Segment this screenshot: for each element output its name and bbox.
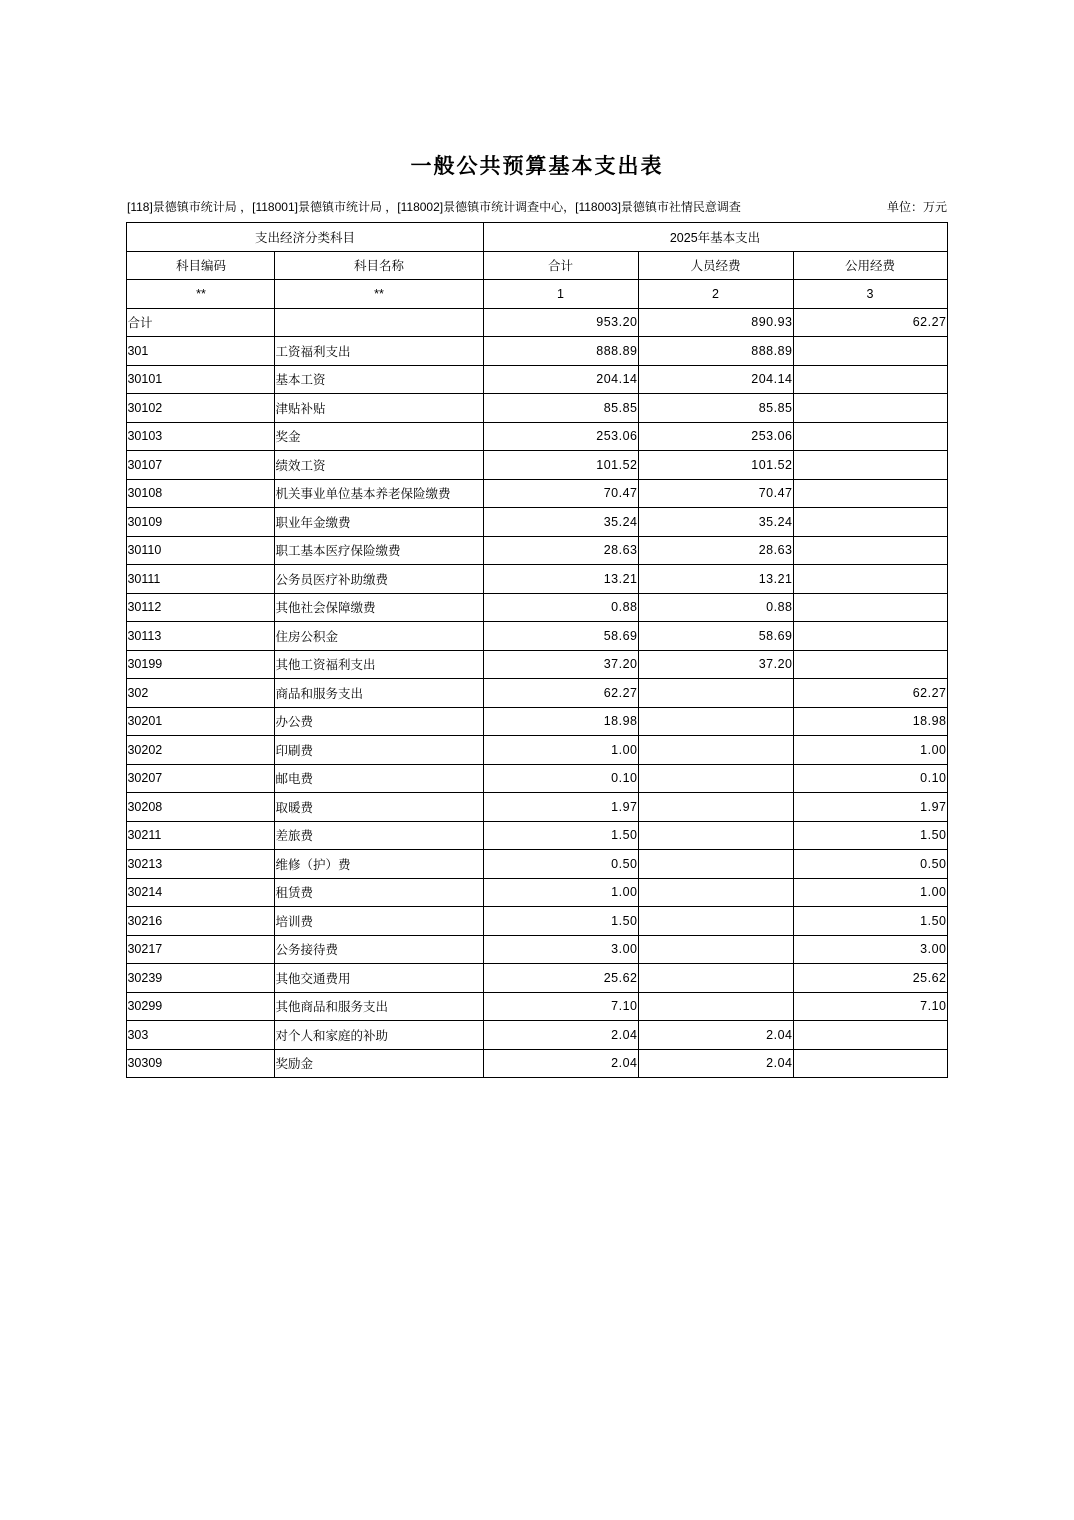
- cell-public: [793, 394, 947, 423]
- column-header-public: 公用经费: [793, 251, 947, 280]
- cell-person: [638, 707, 793, 736]
- cell-person: [638, 850, 793, 879]
- column-number-name: **: [275, 280, 483, 309]
- table-column-number-row: [127, 280, 947, 309]
- group-header-left: 支出经济分类科目: [127, 223, 483, 252]
- cell-total: 7.10: [483, 992, 638, 1021]
- cell-public: [793, 650, 947, 679]
- cell-total: 1.00: [483, 878, 638, 907]
- table-row: [127, 394, 947, 423]
- table-row: [127, 365, 947, 394]
- cell-person: 2.04: [638, 1049, 793, 1078]
- cell-name: 其他交通费用: [275, 964, 483, 993]
- cell-public: 0.50: [793, 850, 947, 879]
- cell-total: 253.06: [483, 422, 638, 451]
- cell-code: 30214: [127, 878, 275, 907]
- cell-public: 18.98: [793, 707, 947, 736]
- table-row: [127, 479, 947, 508]
- table-row: [127, 992, 947, 1021]
- cell-name: [275, 308, 483, 337]
- column-header-code: 科目编码: [127, 251, 275, 280]
- cell-name: 印刷费: [275, 736, 483, 765]
- cell-total: 18.98: [483, 707, 638, 736]
- table-row: [127, 508, 947, 537]
- cell-total: 2.04: [483, 1049, 638, 1078]
- table-row: [127, 964, 947, 993]
- page-title: 一般公共预算基本支出表: [410, 154, 664, 178]
- cell-total: 0.50: [483, 850, 638, 879]
- cell-person: 0.88: [638, 593, 793, 622]
- cell-name: 差旅费: [275, 821, 483, 850]
- cell-name: 邮电费: [275, 764, 483, 793]
- column-number-total: 1: [483, 280, 638, 309]
- table-row: [127, 565, 947, 594]
- table-row: [127, 878, 947, 907]
- group-header-right: 2025年基本支出: [483, 223, 947, 252]
- table-row: [127, 1021, 947, 1050]
- cell-code: 30103: [127, 422, 275, 451]
- cell-total: 888.89: [483, 337, 638, 366]
- cell-public: 1.00: [793, 736, 947, 765]
- cell-person: 253.06: [638, 422, 793, 451]
- cell-total: 58.69: [483, 622, 638, 651]
- units-label: 单位：万元: [886, 200, 947, 214]
- cell-code: 30309: [127, 1049, 275, 1078]
- cell-total: 3.00: [483, 935, 638, 964]
- cell-code: 30102: [127, 394, 275, 423]
- cell-person: 58.69: [638, 622, 793, 651]
- cell-code: 302: [127, 679, 275, 708]
- cell-person: 2.04: [638, 1021, 793, 1050]
- cell-code: 30217: [127, 935, 275, 964]
- cell-public: 1.50: [793, 821, 947, 850]
- cell-person: [638, 935, 793, 964]
- cell-person: 70.47: [638, 479, 793, 508]
- cell-total: 0.10: [483, 764, 638, 793]
- cell-name: 办公费: [275, 707, 483, 736]
- column-header-name: 科目名称: [275, 251, 483, 280]
- cell-total: 37.20: [483, 650, 638, 679]
- table-row: [127, 679, 947, 708]
- table-row: [127, 935, 947, 964]
- cell-public: 62.27: [793, 308, 947, 337]
- cell-total: 953.20: [483, 308, 638, 337]
- table-row: [127, 850, 947, 879]
- cell-public: [793, 451, 947, 480]
- cell-name: 取暖费: [275, 793, 483, 822]
- cell-name: 公务接待费: [275, 935, 483, 964]
- cell-name: 津贴补贴: [275, 394, 483, 423]
- cell-public: 1.97: [793, 793, 947, 822]
- cell-public: 0.10: [793, 764, 947, 793]
- cell-public: [793, 565, 947, 594]
- cell-total: 1.50: [483, 907, 638, 936]
- cell-person: 204.14: [638, 365, 793, 394]
- cell-code: 合计: [127, 308, 275, 337]
- cell-person: 37.20: [638, 650, 793, 679]
- cell-person: 888.89: [638, 337, 793, 366]
- cell-code: 30213: [127, 850, 275, 879]
- cell-name: 奖金: [275, 422, 483, 451]
- cell-code: 30107: [127, 451, 275, 480]
- cell-public: [793, 1049, 947, 1078]
- cell-code: 30110: [127, 536, 275, 565]
- cell-total: 25.62: [483, 964, 638, 993]
- cell-total: 1.00: [483, 736, 638, 765]
- table-row: [127, 736, 947, 765]
- cell-code: 30199: [127, 650, 275, 679]
- cell-total: 0.88: [483, 593, 638, 622]
- cell-person: [638, 907, 793, 936]
- cell-public: 1.50: [793, 907, 947, 936]
- cell-public: [793, 508, 947, 537]
- table-row: [127, 1049, 947, 1078]
- cell-code: 30111: [127, 565, 275, 594]
- cell-name: 其他社会保障缴费: [275, 593, 483, 622]
- cell-code: 30113: [127, 622, 275, 651]
- cell-person: [638, 679, 793, 708]
- cell-total: 204.14: [483, 365, 638, 394]
- cell-code: 30299: [127, 992, 275, 1021]
- cell-public: [793, 365, 947, 394]
- cell-total: 1.50: [483, 821, 638, 850]
- cell-code: 30216: [127, 907, 275, 936]
- column-number-personnel: 2: [638, 280, 793, 309]
- cell-public: 1.00: [793, 878, 947, 907]
- column-header-total: 合计: [483, 251, 638, 280]
- cell-public: 62.27: [793, 679, 947, 708]
- cell-name: 维修（护）费: [275, 850, 483, 879]
- cell-name: 其他商品和服务支出: [275, 992, 483, 1021]
- table-body: [127, 308, 947, 1078]
- entities-line: [118]景德镇市统计局 ，[118001]景德镇市统计局 ，[118002]景德镇市统计调查中心，[118003]景德镇市社情民意调查: [127, 200, 741, 214]
- cell-code: 303: [127, 1021, 275, 1050]
- cell-name: 对个人和家庭的补助: [275, 1021, 483, 1050]
- cell-total: 28.63: [483, 536, 638, 565]
- cell-total: 62.27: [483, 679, 638, 708]
- cell-person: 35.24: [638, 508, 793, 537]
- column-header-personnel: 人员经费: [638, 251, 793, 280]
- cell-code: 30109: [127, 508, 275, 537]
- cell-total: 13.21: [483, 565, 638, 594]
- cell-code: 30101: [127, 365, 275, 394]
- table-row: [127, 907, 947, 936]
- cell-total: 35.24: [483, 508, 638, 537]
- table-row: [127, 593, 947, 622]
- table-row: [127, 308, 947, 337]
- cell-person: 28.63: [638, 536, 793, 565]
- cell-name: 绩效工资: [275, 451, 483, 480]
- cell-total: 101.52: [483, 451, 638, 480]
- cell-name: 职工基本医疗保险缴费: [275, 536, 483, 565]
- budget-table: [126, 222, 947, 1078]
- cell-public: [793, 622, 947, 651]
- cell-public: [793, 479, 947, 508]
- table-row: [127, 650, 947, 679]
- cell-total: 2.04: [483, 1021, 638, 1050]
- cell-code: 30201: [127, 707, 275, 736]
- cell-public: 25.62: [793, 964, 947, 993]
- table-row: [127, 707, 947, 736]
- cell-person: 890.93: [638, 308, 793, 337]
- table-row: [127, 793, 947, 822]
- cell-total: 1.97: [483, 793, 638, 822]
- table-row: [127, 622, 947, 651]
- table-row: [127, 337, 947, 366]
- cell-name: 奖励金: [275, 1049, 483, 1078]
- cell-total: 85.85: [483, 394, 638, 423]
- cell-code: 30239: [127, 964, 275, 993]
- table-column-header-row: [127, 251, 947, 280]
- cell-person: [638, 821, 793, 850]
- cell-public: 3.00: [793, 935, 947, 964]
- table-row: [127, 422, 947, 451]
- cell-name: 基本工资: [275, 365, 483, 394]
- cell-public: [793, 536, 947, 565]
- table-row: [127, 536, 947, 565]
- column-number-code: **: [127, 280, 275, 309]
- table-meta-row: [127, 198, 947, 220]
- cell-public: [793, 337, 947, 366]
- cell-name: 职业年金缴费: [275, 508, 483, 537]
- cell-code: 30211: [127, 821, 275, 850]
- cell-code: 30108: [127, 479, 275, 508]
- cell-person: 13.21: [638, 565, 793, 594]
- table-row: [127, 764, 947, 793]
- cell-person: 101.52: [638, 451, 793, 480]
- cell-person: [638, 992, 793, 1021]
- cell-total: 70.47: [483, 479, 638, 508]
- cell-person: 85.85: [638, 394, 793, 423]
- cell-person: [638, 964, 793, 993]
- cell-public: [793, 1021, 947, 1050]
- cell-person: [638, 878, 793, 907]
- cell-public: [793, 593, 947, 622]
- cell-person: [638, 793, 793, 822]
- cell-name: 机关事业单位基本养老保险缴费: [275, 479, 483, 508]
- cell-person: [638, 764, 793, 793]
- cell-code: 30112: [127, 593, 275, 622]
- cell-name: 住房公积金: [275, 622, 483, 651]
- cell-name: 其他工资福利支出: [275, 650, 483, 679]
- cell-name: 培训费: [275, 907, 483, 936]
- cell-person: [638, 736, 793, 765]
- cell-code: 301: [127, 337, 275, 366]
- table-group-header-row: [127, 223, 947, 252]
- cell-code: 30207: [127, 764, 275, 793]
- cell-code: 30202: [127, 736, 275, 765]
- cell-public: 7.10: [793, 992, 947, 1021]
- cell-name: 租赁费: [275, 878, 483, 907]
- table-row: [127, 451, 947, 480]
- column-number-public: 3: [793, 280, 947, 309]
- cell-name: 公务员医疗补助缴费: [275, 565, 483, 594]
- cell-name: 工资福利支出: [275, 337, 483, 366]
- cell-code: 30208: [127, 793, 275, 822]
- table-row: [127, 821, 947, 850]
- cell-public: [793, 422, 947, 451]
- cell-name: 商品和服务支出: [275, 679, 483, 708]
